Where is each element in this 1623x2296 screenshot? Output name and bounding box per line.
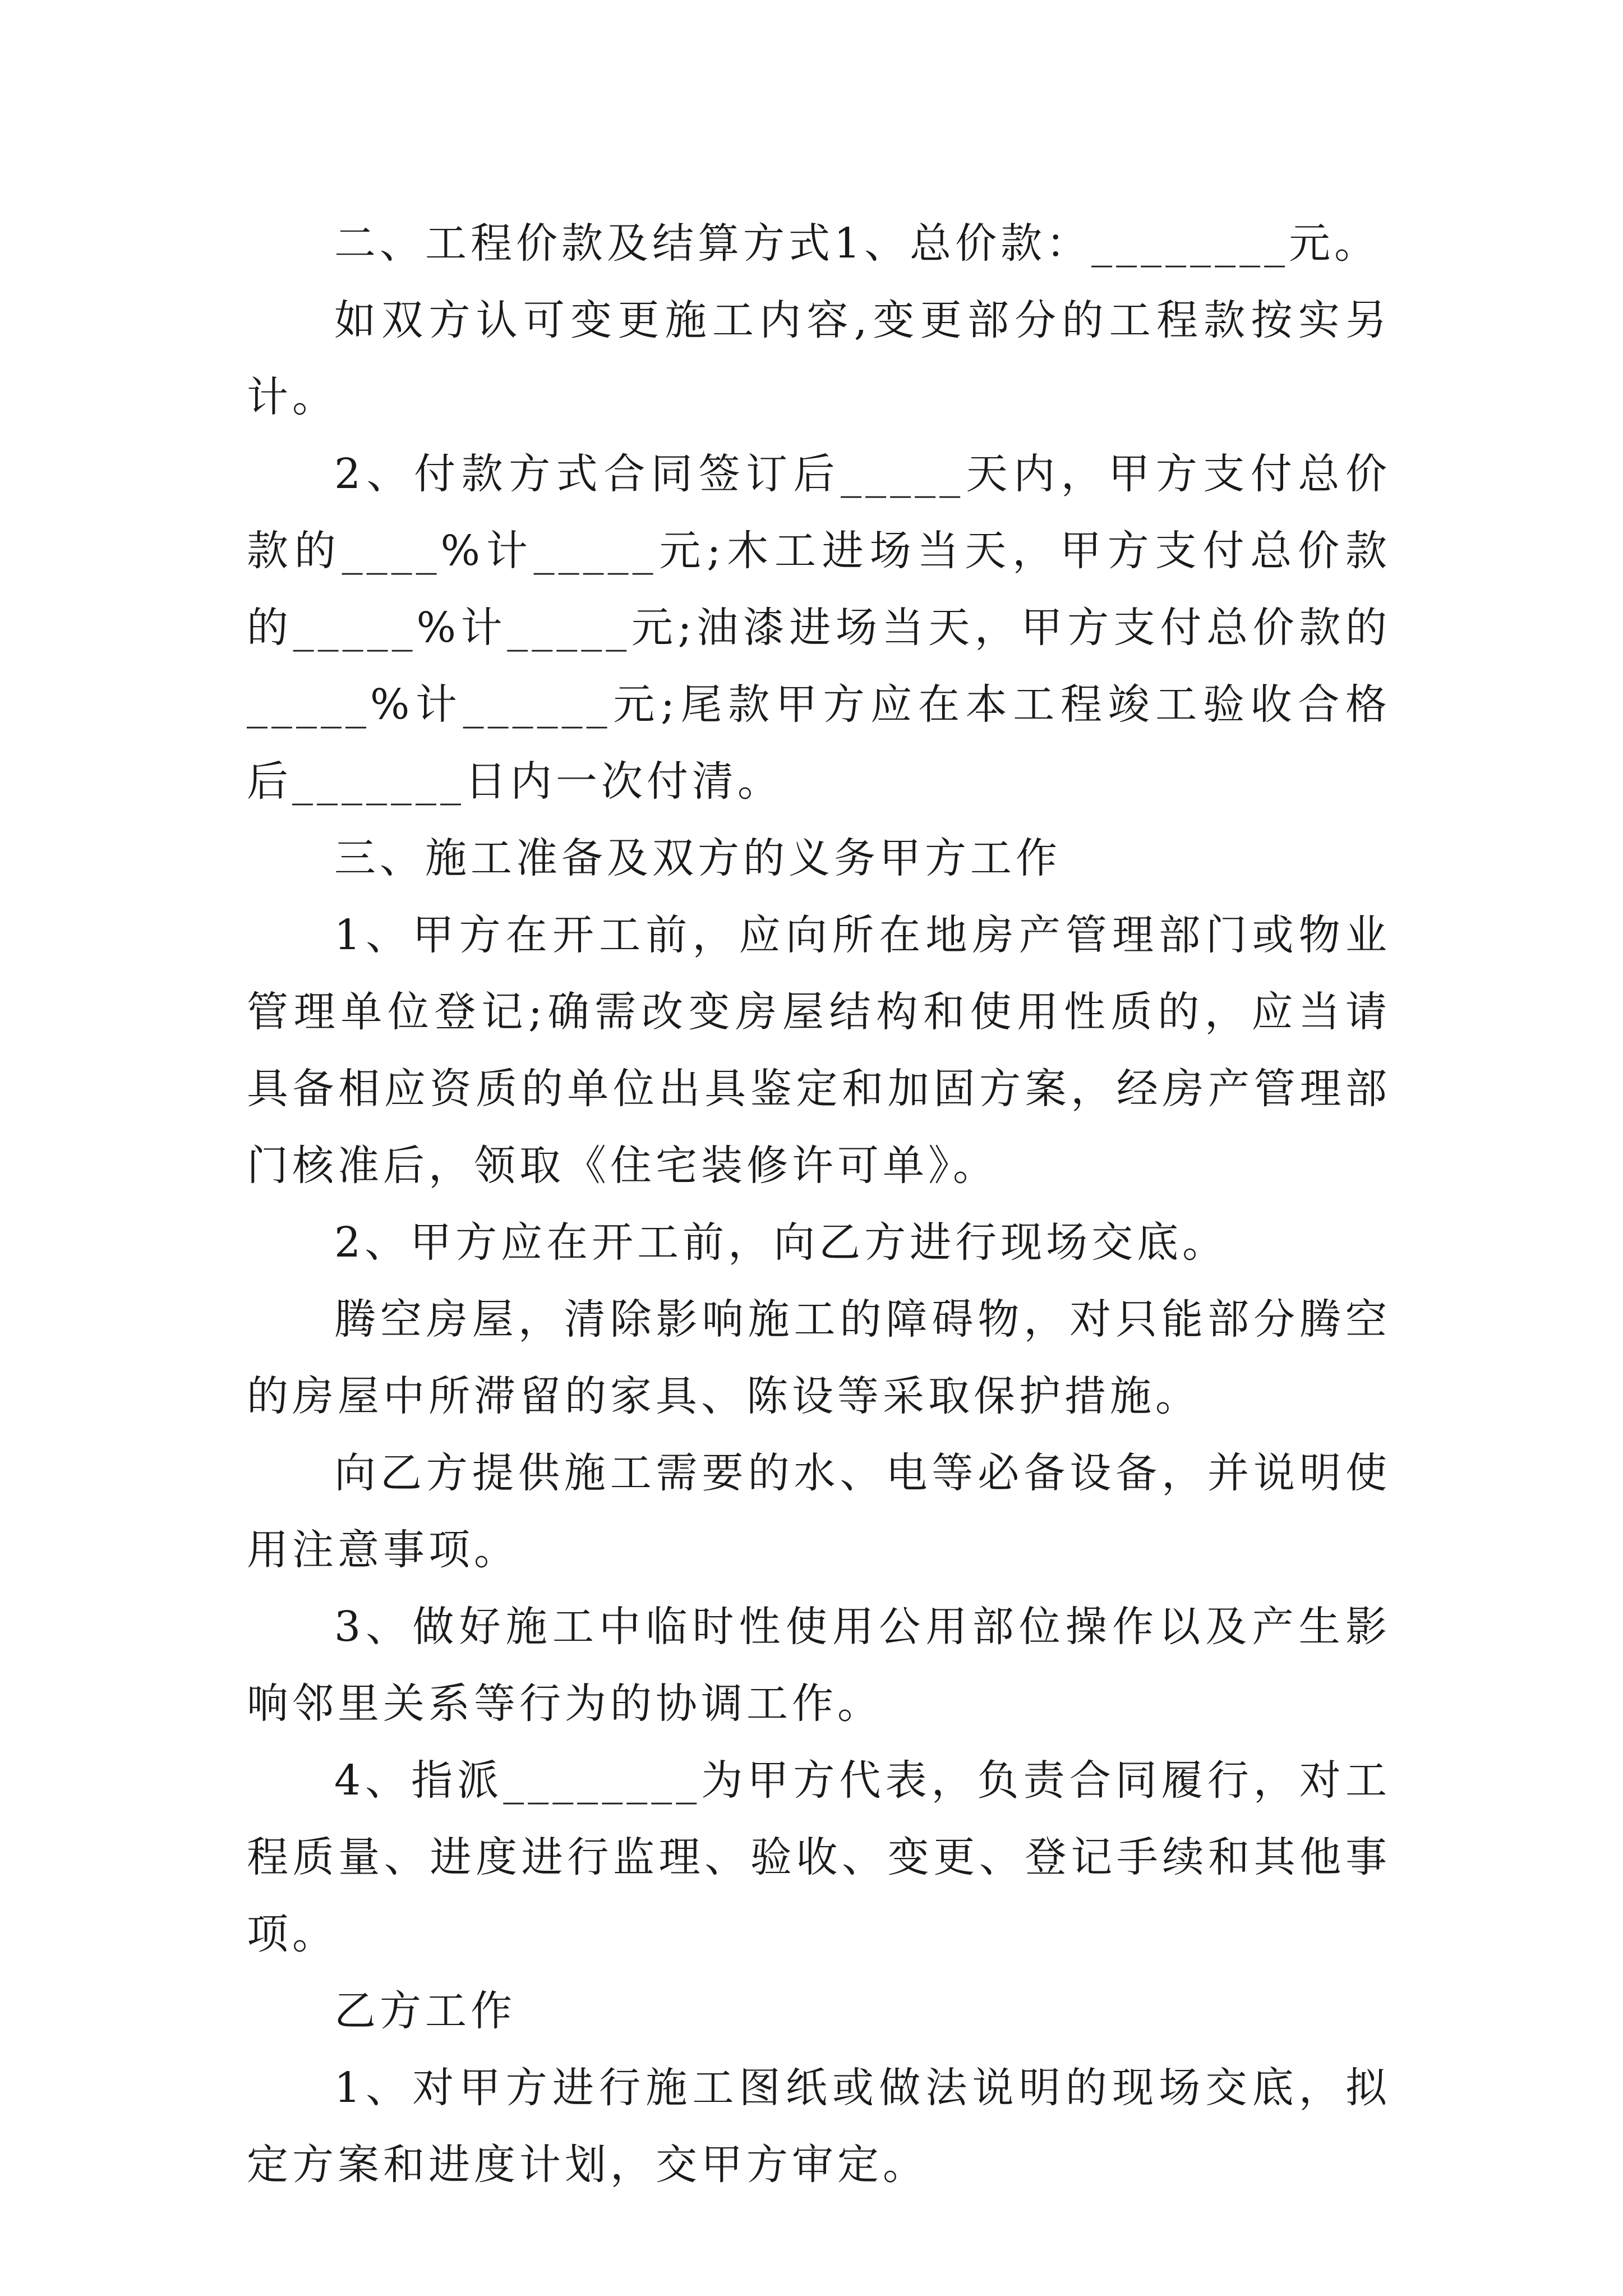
paragraph-clear-house: 腾空房屋，清除影响施工的障碍物，对只能部分腾空的房屋中所滞留的家具、陈设等采取保护措施。	[247, 1295, 1391, 1420]
paragraph-party-b-heading: 乙方工作	[334, 1987, 516, 2035]
paragraph-change-clause: 如双方认可变更施工内容,变更部分的工程款按实另计。	[247, 296, 1391, 421]
contract-body	[247, 205, 1391, 2203]
paragraph-payment-terms: 2、付款方式合同签订后_____天内，甲方支付总价款的____%计_____元;木工进场当天，甲方支付总价款的_____%计_____元;油漆进场当天，甲方支付总价款的_____%计______元;尾款甲方应在本工程竣工验收合格后_______日内一次付清。	[247, 450, 1391, 806]
paragraph-utilities: 向乙方提供施工需要的水、电等必备设备，并说明使用注意事项。	[247, 1449, 1391, 1574]
paragraph-representative: 4、指派________为甲方代表，负责合同履行，对工程质量、进度进行监理、验收、变更、登记手续和其他事项。	[247, 1756, 1391, 1958]
paragraph-site-briefing: 2、甲方应在开工前，向乙方进行现场交底。	[334, 1218, 1228, 1267]
paragraph-price-settlement: 二、工程价款及结算方式1、总价款：________元。	[334, 219, 1380, 268]
paragraph-coordination: 3、做好施工中临时性使用公用部位操作以及产生影响邻里关系等行为的协调工作。	[247, 1603, 1391, 1728]
paragraph-section-heading: 三、施工准备及双方的义务甲方工作	[334, 834, 1061, 882]
paragraph-party-b-item-1: 1、对甲方进行施工图纸或做法说明的现场交底，拟定方案和进度计划，交甲方审定。	[247, 2064, 1391, 2189]
paragraph-registration: 1、甲方在开工前，应向所在地房产管理部门或物业管理单位登记;确需改变房屋结构和使用性质的，应当请具备相应资质的单位出具鉴定和加固方案，经房产管理部门核准后，领取《住宅装修许可单》。	[247, 911, 1391, 1190]
